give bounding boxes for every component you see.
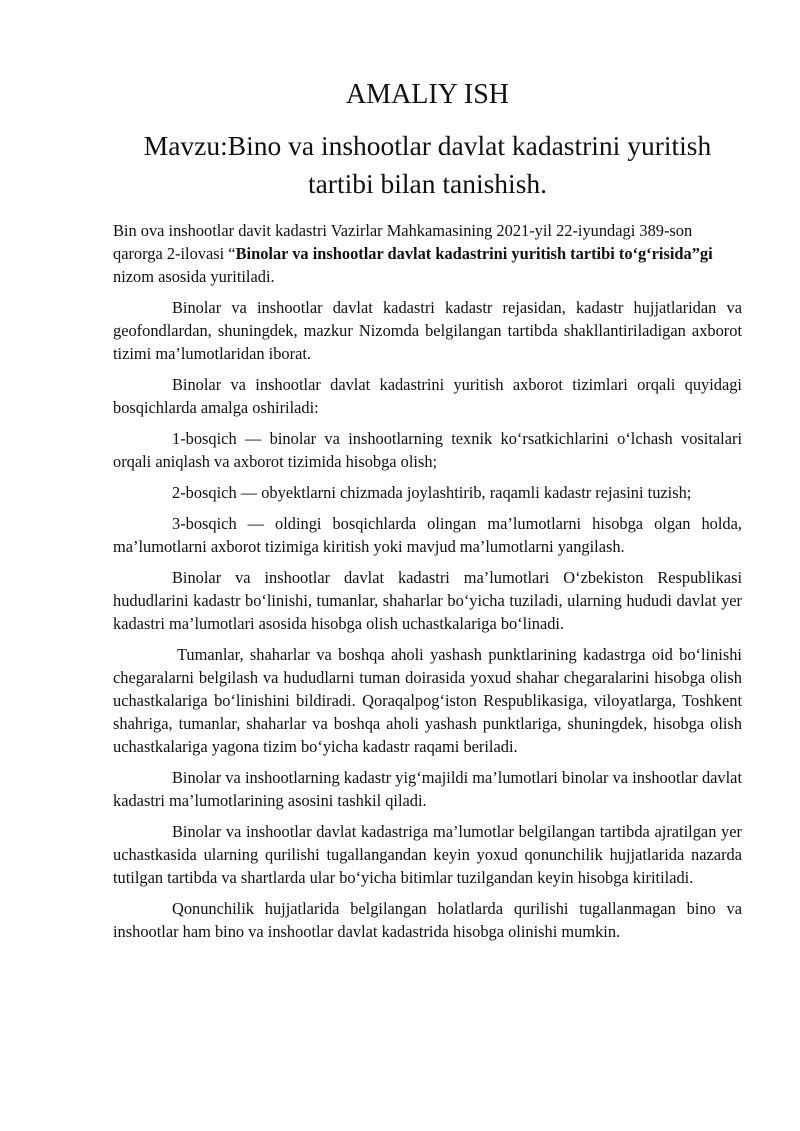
paragraph-stage-2: 2-bosqich — obyektlarni chizmada joylashtirib, raqamli kadastr rejasini tuzish; bbox=[172, 483, 692, 502]
paragraph-stage-3: 3-bosqich — oldingi bosqichlarda olingan ma’lumotlarni hisobga olgan holda, ma’lumotlarni axborot tizimiga kiritish yoki mavjud ma’lumotlarni yangilash. bbox=[113, 514, 742, 556]
paragraph-cadastral-file: Binolar va inshootlarning kadastr yig‘majildi ma’lumotlari binolar va inshootlar davlat kadastri ma’lumotlarining asosini tashkil qiladi. bbox=[113, 768, 742, 810]
topic-heading bbox=[113, 127, 742, 203]
topic-line-1: Mavzu:Bino va inshootlar davlat kadastrini yuritish bbox=[143, 130, 712, 161]
paragraph-district-division: Tumanlar, shaharlar va boshqa aholi yashash punktlarining kadastrga oid bo‘linishi chegaralarni belgilash va hududlarni tuman doirasida yoxud shahar chegaralarini hisobga olish uchastkalariga bo‘linishini bildiradi. Qoraqalpog‘iston Respublikasiga, viloyatlarga, Toshkent shahriga, tumanlar, shaharlar va boshqa aholi yashash punktlariga, shuningdek, hisobga olish uchastkalariga yagona tizim bo‘yicha kadastr raqami beriladi. bbox=[113, 645, 742, 756]
paragraph-unfinished-buildings: Qonunchilik hujjatlarida belgilangan holatlarda qurilishi tugallanmagan bino va inshootlar ham bino va inshootlar davlat kadastrida hisobga olinishi mumkin. bbox=[113, 899, 742, 941]
paragraph-stage-1: 1-bosqich — binolar va inshootlarning texnik ko‘rsatkichlarini o‘lchash vositalari orqali aniqlash va axborot tizimida hisobga olish; bbox=[113, 429, 742, 471]
paragraph-territorial-division: Binolar va inshootlar davlat kadastri ma’lumotlari O‘zbekiston Respublikasi hududlarini kadastr bo‘linishi, tumanlar, shaharlar bo‘yicha tuziladi, ularning hududi davlat yer kadastri ma’lumotlari asosida hisobga olish uchastkalariga bo‘linadi. bbox=[113, 568, 742, 633]
intro-text-start: Bin ova inshootlar davit kadastri Vazirlar Mahkamasining 2021-yil 22-iyundagi 389-son qarorga 2-ilovasi “ bbox=[113, 221, 693, 263]
topic-line-2: tartibi bilan tanishish. bbox=[307, 168, 548, 199]
document-title: AMALIY ISH bbox=[345, 79, 510, 110]
paragraph-kadastr-composition: Binolar va inshootlar davlat kadastri kadastr rejasidan, kadastr hujjatlaridan va geofondlardan, shuningdek, mazkur Nizomda belgilangan tartibda shakllantiriladigan axborot tizimi ma’lumotlaridan iborat. bbox=[113, 298, 742, 363]
intro-paragraph bbox=[113, 219, 742, 288]
intro-text-end: nizom asosida yuritiladi. bbox=[113, 267, 275, 286]
document-page bbox=[113, 0, 742, 943]
paragraph-registration: Binolar va inshootlar davlat kadastriga ma’lumotlar belgilangan tartibda ajratilgan yer uchastkasida ularning qurilishi tugallangandan keyin yoxud qonunchilik hujjatlarida nazarda tutilgan tartibda va shartlarda ular bo‘yicha bitimlar tuzilgandan keyin hisobga kiritiladi. bbox=[113, 822, 742, 887]
intro-bold-regulation-name: Binolar va inshootlar davlat kadastrini yuritish tartibi to‘g‘risida”gi bbox=[235, 244, 713, 263]
paragraph-stages-intro: Binolar va inshootlar davlat kadastrini yuritish axborot tizimlari orqali quyidagi bosqichlarda amalga oshiriladi: bbox=[113, 375, 742, 417]
